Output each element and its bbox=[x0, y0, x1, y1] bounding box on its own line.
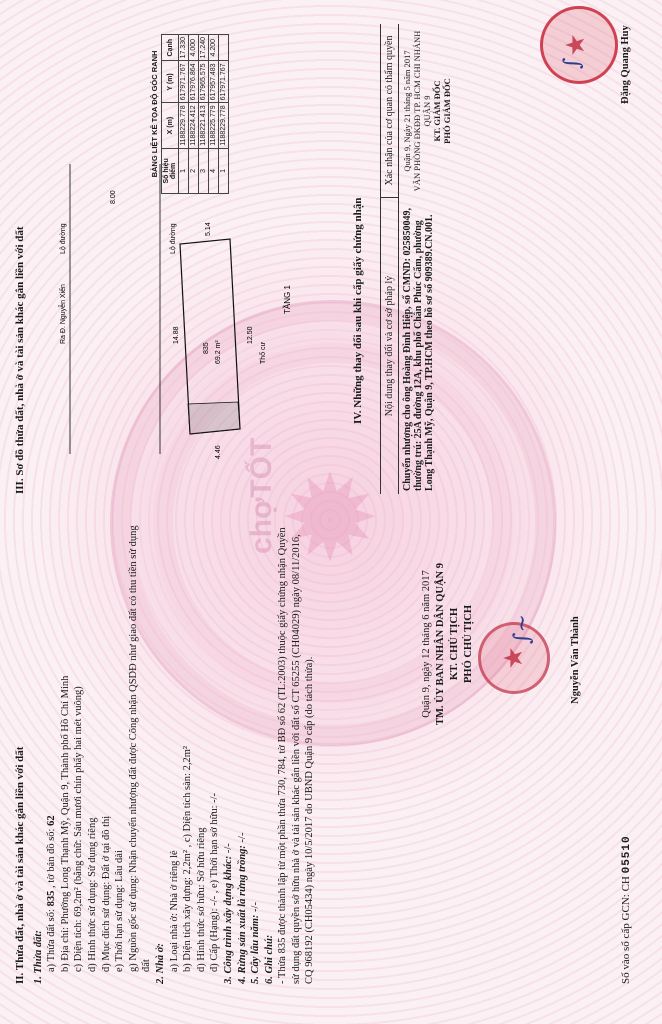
table-row: 3 1188221.413 617965.575 17.240 bbox=[199, 35, 209, 194]
star-watermark-icon: ✹ bbox=[279, 453, 381, 586]
chotot-watermark: chợTỐT bbox=[245, 437, 278, 554]
table-row: 1 1188229.778 617971.767 17.330 bbox=[179, 35, 189, 194]
table-row: 4 1188225.779 617957.483 4.200 bbox=[209, 35, 219, 194]
section-2-title: II. Thửa đất, nhà ở và tài sản khác gắn liền với đất bbox=[14, 746, 26, 984]
signature-org: TM. ỦY BAN NHÂN DÂN QUẬN 9 bbox=[435, 562, 446, 726]
item-3-row: 3. Công trình xây dựng khác: -/- bbox=[222, 843, 234, 984]
origin-row: g) Nguồn gốc sử dụng: Nhận chuyển nhượng đất được Công nhận QSDĐ như giao đất có thu tiền sử dụng đất bbox=[127, 525, 153, 972]
section-2 bbox=[14, 514, 317, 984]
table-header-row: Số hiệu điểm X (m) Y (m) Cạnh bbox=[162, 35, 179, 194]
neighbor-label: Thổ cư bbox=[260, 341, 267, 364]
section-4-title: IV. Những thay đổi sau khi cấp giấy chứng nhận bbox=[352, 197, 364, 424]
red-seal-right bbox=[540, 6, 618, 84]
changes-col-confirm: Xác nhận của cơ quan có thẩm quyền bbox=[384, 35, 395, 186]
changes-row bbox=[399, 24, 455, 494]
changes-col-content: Nội dung thay đổi và cơ sở pháp lý bbox=[381, 197, 398, 494]
dim-side-d: 5.14 bbox=[205, 222, 212, 236]
land-heading: 1. Thửa đất: bbox=[32, 930, 44, 984]
road-top-label: Ra Đ. Nguyễn Xiển bbox=[60, 284, 67, 344]
changes-table-header bbox=[380, 24, 399, 494]
usage-form-row: d) Hình thức sử dụng: Sử dụng riêng bbox=[86, 817, 98, 972]
changes-table bbox=[380, 24, 455, 494]
usage-term-row: e) Thời hạn sử dụng: Lâu dài bbox=[114, 850, 126, 972]
usage-purpose-row: đ) Mục đích sử dụng: Đất ở tại đô thị bbox=[100, 815, 112, 972]
table-row: 1 1188229.778 617971.767 bbox=[219, 35, 229, 194]
signature-role-2: PHÓ CHỦ TỊCH bbox=[463, 605, 474, 683]
section-3-title: III. Sơ đồ thửa đất, nhà ở và tài sản khác gắn liền với đất bbox=[14, 226, 26, 494]
dim-side-a: 14.88 bbox=[173, 326, 180, 344]
address-row: b) Địa chỉ: Phường Long Thạnh Mỹ, Quận 9, Thành phố Hồ Chí Minh bbox=[59, 675, 71, 972]
confirm-signer-name: Đặng Quang Huy bbox=[620, 25, 631, 104]
item-5-row: 5. Cây lâu năm: -/- bbox=[250, 902, 262, 984]
signature-block bbox=[420, 494, 476, 794]
house-area-row: b) Diện tích xây dựng: 2,2m² , c) Diện tích sàn: 2,2m² bbox=[182, 745, 194, 972]
change-confirm: Quận 9, Ngày 21 tháng 5 năm 2017 VĂN PHÒNG ĐKĐĐ TP. HCM CHI NHÁNH QUẬN 9 KT. GIÁM ĐỐC PHÓ GIÁM ĐỐC bbox=[402, 30, 452, 192]
house-footprint bbox=[188, 402, 240, 434]
area-row: c) Diện tích: 69,2m² (bằng chữ: Sáu mươi chín phẩy hai mét vuông) bbox=[73, 686, 85, 972]
ownership-row: d) Hình thức sở hữu: Sở hữu riêng bbox=[195, 827, 207, 972]
plot-area: 69.2 m² bbox=[215, 340, 222, 364]
signer-name: Nguyễn Văn Thành bbox=[570, 616, 581, 704]
dim-side-c: 4.46 bbox=[215, 445, 222, 459]
house-type-row: a) Loại nhà ở: Nhà ở riêng lẻ bbox=[168, 850, 180, 972]
item-6-heading: 6. Ghi chú: bbox=[263, 934, 275, 984]
note-text: - Thửa 835 được thành lập từ một phần thửa 730, 784, tờ BĐ số 62 (TL:2003) thuộc giấy chứng nhận Quyền sử dụng đất quyền sở hữu nhà ở và tài sản khác gắn liền với đất số CT 65255 (CH04029) ngày 08/11/2016, CQ 968192 (CH05434) ngày 10/5/2017 do UBND Quận 9 cấp (do tách thửa). bbox=[277, 527, 316, 984]
table-row: 2 1188224.412 617976.864 4.000 bbox=[189, 35, 199, 194]
road-label-1: Lộ đường bbox=[60, 223, 67, 254]
handwritten-signature-right: ∫ bbox=[560, 57, 585, 69]
signature-role-1: KT. CHỦ TỊCH bbox=[449, 607, 460, 681]
coordinate-table bbox=[150, 34, 229, 194]
dim-road-width: 8.00 bbox=[110, 190, 117, 204]
dim-side-b: 12.50 bbox=[247, 326, 254, 344]
section-3 bbox=[14, 24, 32, 494]
grade-row: đ) Cấp (Hạng): -/- , e) Thời hạn sở hữu: -/- bbox=[209, 792, 221, 972]
land-number-row: a) Thửa đất số: 835 , tờ bản đồ số: 62 bbox=[46, 815, 58, 972]
handwritten-signature-left: ∫∼ bbox=[510, 614, 535, 644]
change-content: Chuyển nhượng cho ông Hoàng Đình Hiệp, số CMND: 025850049, thường trú: 25A đường 12A, khu phố Chân Phúc Cẩm, phường Long Thạnh Mỹ, Quận 9, TP.HCM theo hồ sơ số 909389.CN.001. bbox=[402, 208, 435, 491]
coordinate-table-title: BẢNG LIỆT KÊ TỌA ĐỘ GÓC RANH bbox=[150, 50, 159, 178]
item-4-row: 4. Rừng sản xuất là rừng trồng: -/- bbox=[236, 832, 248, 984]
road-label-2: Lộ đường bbox=[170, 223, 177, 254]
plot-number: 835 bbox=[203, 342, 210, 354]
house-heading: 2. Nhà ở: bbox=[154, 943, 166, 984]
floor-label: TẦNG 1 bbox=[283, 285, 292, 314]
serial-number: Số vào sổ cấp GCN: CH 05510 bbox=[620, 835, 633, 984]
signature-date: Quận 9, ngày 12 tháng 6 năm 2017 bbox=[421, 570, 432, 718]
